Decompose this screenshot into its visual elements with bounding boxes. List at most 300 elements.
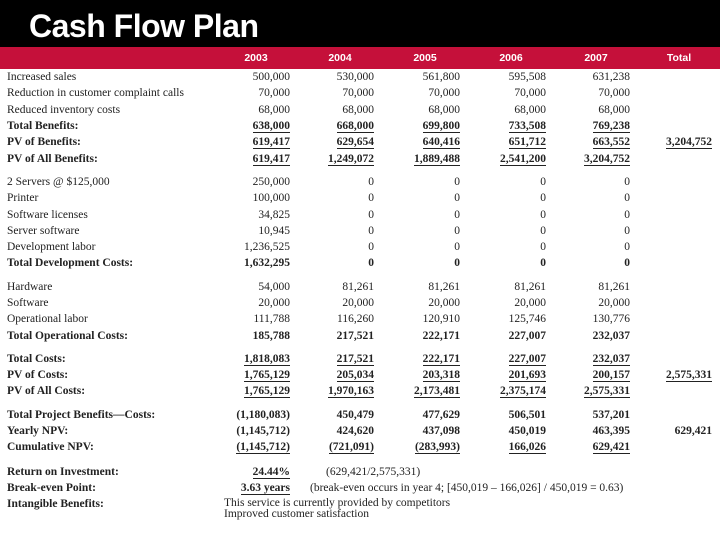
table-cell (298, 118, 382, 134)
table-cell (214, 134, 298, 150)
cell-value: 0 (624, 175, 630, 188)
table-cell (468, 206, 554, 222)
table-cell (382, 206, 468, 222)
table-cell (298, 367, 382, 383)
table-cell (298, 223, 382, 239)
table-row (0, 134, 720, 150)
cell-value: 70,000 (342, 87, 374, 100)
cell-value: 663,552 (592, 136, 630, 149)
cell-value: 0 (624, 224, 630, 237)
table-cell (554, 174, 638, 190)
cell-value: 68,000 (342, 103, 374, 116)
cell-value: 619,417 (252, 152, 290, 165)
cell-value: 0 (624, 257, 630, 270)
table-cell (382, 423, 468, 439)
table-cell (382, 311, 468, 327)
cell-value: 1,236,525 (244, 241, 290, 254)
row-label: Development labor (7, 241, 96, 254)
table-cell (638, 407, 720, 423)
title-bar (0, 0, 720, 47)
table-cell (468, 255, 554, 271)
roi-label: Return on Investment: (7, 465, 119, 478)
row-label: Increased sales (7, 71, 77, 84)
table-cell (214, 439, 298, 455)
cell-value: 2,173,481 (414, 385, 460, 398)
cell-value: 595,508 (508, 71, 546, 84)
row-label: Hardware (7, 280, 53, 293)
cell-value: 130,776 (592, 313, 630, 326)
table-cell (638, 295, 720, 311)
cell-value: 1,818,083 (244, 352, 290, 365)
table-cell (382, 174, 468, 190)
table-cell (638, 439, 720, 455)
cell-value: 0 (368, 192, 374, 205)
breakeven-label: Break-even Point: (7, 481, 96, 494)
table-cell (554, 239, 638, 255)
table-cell (214, 351, 298, 367)
table-row (0, 206, 720, 222)
table-cell (468, 239, 554, 255)
cell-value: 640,416 (422, 136, 460, 149)
row-label: Total Development Costs: (7, 257, 134, 270)
table-cell (468, 383, 554, 399)
table-cell (214, 327, 298, 343)
cell-value: 116,260 (337, 313, 374, 326)
cell-value: 651,712 (508, 136, 546, 149)
table-cell (468, 351, 554, 367)
table-row (0, 423, 720, 439)
cell-value: 0 (540, 241, 546, 254)
cell-value: 200,157 (592, 369, 630, 382)
roi-note: (629,421/2,575,331) (326, 465, 421, 478)
cell-value: 20,000 (598, 297, 630, 309)
table-cell (554, 327, 638, 343)
cell-value: 1,765,129 (244, 385, 290, 398)
cell-value: 0 (454, 192, 460, 205)
table-cell (214, 69, 298, 85)
table-row (0, 69, 720, 85)
table-cell (298, 255, 382, 271)
cell-value: 0 (624, 241, 630, 254)
table-row (0, 351, 720, 367)
column-header: 2003 (214, 47, 298, 69)
table-row (0, 367, 720, 383)
table-cell (298, 150, 382, 166)
cell-value: 205,034 (336, 369, 374, 382)
cell-value: 250,000 (252, 175, 290, 188)
cell-value: 0 (454, 175, 460, 188)
row-label: Reduced inventory costs (7, 103, 121, 116)
table-cell (468, 439, 554, 455)
cell-value: 537,201 (592, 408, 630, 421)
cell-value: 2,375,174 (500, 385, 546, 398)
cell-value: 2,575,331 (666, 369, 712, 382)
cell-value: 0 (624, 208, 630, 221)
table-cell (638, 423, 720, 439)
table-cell (214, 367, 298, 383)
table-cell (298, 85, 382, 101)
cell-value: 227,007 (508, 329, 546, 342)
table-cell (638, 134, 720, 150)
cell-value: 0 (540, 175, 546, 188)
row-label: Software (7, 297, 49, 309)
table-cell (214, 279, 298, 295)
intangible-row (0, 496, 720, 520)
table-row (0, 439, 720, 455)
table-cell (298, 190, 382, 206)
cell-value: 1,249,072 (328, 152, 374, 165)
cell-value: 70,000 (514, 87, 546, 100)
cell-value: 3,204,752 (666, 136, 712, 149)
cell-value: (1,180,083) (236, 408, 290, 421)
row-label: Yearly NPV: (7, 425, 69, 438)
table-cell (298, 279, 382, 295)
cell-value: 203,318 (422, 369, 460, 382)
cell-value: 629,654 (336, 136, 374, 149)
cell-value: 70,000 (258, 87, 290, 100)
cell-value: 0 (624, 192, 630, 205)
table-cell (638, 69, 720, 85)
table-cell (638, 255, 720, 271)
table-row (0, 383, 720, 399)
row-label: PV of Benefits: (7, 136, 81, 149)
table-cell (214, 311, 298, 327)
table-cell (214, 423, 298, 439)
cell-value: 638,000 (252, 120, 290, 133)
cell-value: 0 (368, 175, 374, 188)
cell-value: (1,145,712) (236, 441, 290, 454)
cell-value: 1,889,488 (414, 152, 460, 165)
table-cell (298, 239, 382, 255)
row-label: PV of All Benefits: (7, 152, 98, 165)
table-cell (298, 69, 382, 85)
table-cell (214, 206, 298, 222)
cell-value: 0 (368, 241, 374, 254)
table-cell (468, 102, 554, 118)
table-cell (298, 407, 382, 423)
cell-value: 530,000 (336, 71, 374, 84)
table-cell (554, 407, 638, 423)
cell-value: 125,746 (508, 313, 546, 326)
table-cell (638, 150, 720, 166)
table-cell (468, 311, 554, 327)
cell-value: 0 (454, 257, 460, 270)
table-cell (554, 118, 638, 134)
table-cell (468, 134, 554, 150)
table-cell (298, 383, 382, 399)
table-cell (468, 295, 554, 311)
table-cell (382, 383, 468, 399)
cell-value: 699,800 (422, 120, 460, 133)
spacer-row (0, 272, 720, 279)
cell-value: 20,000 (514, 297, 546, 309)
table-cell (554, 279, 638, 295)
cell-value: 68,000 (598, 103, 630, 116)
table-cell (382, 85, 468, 101)
cell-value: 166,026 (508, 441, 546, 454)
cash-flow-table-container (0, 47, 720, 520)
cell-value: 20,000 (258, 297, 290, 309)
cell-value: 463,395 (592, 425, 630, 438)
table-cell (214, 295, 298, 311)
row-label: Total Benefits: (7, 120, 79, 133)
column-header: 2007 (554, 47, 638, 69)
cell-value: 1,632,295 (244, 257, 290, 270)
cell-value: 629,421 (674, 425, 712, 438)
cell-value: 217,521 (336, 352, 374, 365)
table-cell (468, 223, 554, 239)
spacer-row (0, 167, 720, 174)
row-label: Total Operational Costs: (7, 329, 128, 342)
cell-value: 232,037 (592, 352, 630, 365)
table-cell (382, 279, 468, 295)
table-cell (554, 255, 638, 271)
table-cell (638, 174, 720, 190)
table-cell (382, 295, 468, 311)
table-cell (298, 134, 382, 150)
spacer-row (0, 456, 720, 464)
table-cell (554, 150, 638, 166)
cell-value: 0 (540, 192, 546, 205)
cell-value: (1,145,712) (236, 425, 290, 438)
table-cell (298, 311, 382, 327)
table-cell (382, 190, 468, 206)
table-cell (554, 311, 638, 327)
row-label: PV of All Costs: (7, 385, 86, 398)
cell-value: 0 (454, 241, 460, 254)
spacer-row (0, 400, 720, 407)
cell-value: 450,019 (508, 425, 546, 438)
table-cell (382, 118, 468, 134)
table-cell (298, 351, 382, 367)
table-cell (638, 223, 720, 239)
spacer-row (0, 344, 720, 351)
table-cell (554, 295, 638, 311)
table-cell (468, 174, 554, 190)
table-row (0, 407, 720, 423)
cell-value: 0 (540, 224, 546, 237)
cell-value: 561,800 (422, 71, 460, 84)
table-row (0, 150, 720, 166)
table-cell (638, 311, 720, 327)
cash-flow-table (0, 47, 720, 520)
breakeven-row (0, 480, 720, 496)
cell-value: 0 (454, 224, 460, 237)
cell-value: 81,261 (598, 280, 630, 293)
table-cell (468, 118, 554, 134)
table-cell (214, 239, 298, 255)
cell-value: 477,629 (422, 408, 460, 421)
table-cell (214, 102, 298, 118)
table-row (0, 85, 720, 101)
table-row (0, 118, 720, 134)
table-cell (554, 223, 638, 239)
cell-value: 629,421 (592, 441, 630, 454)
table-cell (382, 367, 468, 383)
table-cell (298, 327, 382, 343)
table-cell (214, 118, 298, 134)
table-cell (468, 367, 554, 383)
cell-value: 1,970,163 (328, 385, 374, 398)
cell-value: 100,000 (252, 192, 290, 205)
cell-value: 1,765,129 (244, 369, 290, 382)
table-cell (638, 383, 720, 399)
cell-value: 81,261 (342, 280, 374, 293)
table-cell (214, 190, 298, 206)
cell-value: 232,037 (592, 329, 630, 342)
table-row (0, 239, 720, 255)
cell-value: 0 (454, 208, 460, 221)
row-label: Reduction in customer complaint calls (7, 87, 184, 100)
table-cell (382, 150, 468, 166)
summary-section (0, 456, 720, 521)
cell-value: 111,788 (253, 313, 290, 326)
row-label: Software licenses (7, 208, 88, 221)
table-cell (468, 69, 554, 85)
table-cell (468, 190, 554, 206)
cell-value: 217,521 (336, 329, 374, 342)
table-row (0, 311, 720, 327)
table-cell (214, 85, 298, 101)
table-row (0, 295, 720, 311)
column-header: Total (638, 47, 720, 69)
table-row (0, 279, 720, 295)
cell-value: 81,261 (514, 280, 546, 293)
column-header: 2006 (468, 47, 554, 69)
table-cell (468, 423, 554, 439)
table-body (0, 69, 720, 456)
cell-value: 20,000 (428, 297, 460, 309)
cell-value: 227,007 (508, 352, 546, 365)
cell-value: 68,000 (514, 103, 546, 116)
cell-value: 10,945 (258, 224, 290, 237)
table-cell (298, 295, 382, 311)
cell-value: 631,238 (592, 71, 630, 84)
cell-value: 2,541,200 (500, 152, 546, 165)
cell-value: 733,508 (508, 120, 546, 133)
cell-value: 769,238 (592, 120, 630, 133)
table-cell (638, 118, 720, 134)
table-cell (468, 407, 554, 423)
table-cell (468, 150, 554, 166)
table-cell (214, 150, 298, 166)
row-label: Cumulative NPV: (7, 441, 94, 454)
column-header (0, 47, 214, 69)
table-cell (382, 327, 468, 343)
cell-value: 0 (368, 208, 374, 221)
table-row (0, 255, 720, 271)
row-label: Server software (7, 224, 80, 237)
page-title: Cash Flow Plan (29, 8, 259, 44)
table-cell (554, 190, 638, 206)
breakeven-value: 3.63 years (240, 481, 290, 494)
table-cell (298, 423, 382, 439)
table-cell (638, 102, 720, 118)
table-cell (214, 174, 298, 190)
table-row (0, 190, 720, 206)
cell-value: (283,993) (414, 441, 460, 454)
table-cell (554, 439, 638, 455)
table-cell (554, 69, 638, 85)
cell-value: 201,693 (508, 369, 546, 382)
row-label: Operational labor (7, 313, 88, 326)
cell-value: 54,000 (258, 280, 290, 293)
cell-value: 3,204,752 (584, 152, 630, 165)
cell-value: 120,910 (422, 313, 460, 326)
intangible-line: Improved customer satisfaction (224, 508, 369, 521)
table-cell (214, 383, 298, 399)
row-label: Total Project Benefits—Costs: (7, 408, 156, 421)
row-label: Total Costs: (7, 352, 66, 365)
table-cell (382, 223, 468, 239)
cell-value: 0 (368, 257, 374, 270)
table-cell (554, 383, 638, 399)
cell-value: 0 (368, 224, 374, 237)
table-row (0, 327, 720, 343)
cell-value: (721,091) (328, 441, 374, 454)
table-cell (468, 279, 554, 295)
cell-value: 0 (540, 208, 546, 221)
table-cell (382, 351, 468, 367)
cell-value: 68,000 (258, 103, 290, 116)
table-cell (382, 239, 468, 255)
cell-value: 81,261 (428, 280, 460, 293)
table-cell (468, 327, 554, 343)
table-cell (214, 407, 298, 423)
cell-value: 2,575,331 (584, 385, 630, 398)
table-cell (298, 102, 382, 118)
table-cell (638, 206, 720, 222)
table-cell (554, 351, 638, 367)
table-cell (382, 255, 468, 271)
cell-value: 68,000 (428, 103, 460, 116)
cell-value: 20,000 (342, 297, 374, 309)
table-cell (638, 239, 720, 255)
cell-value: 222,171 (422, 329, 460, 342)
cell-value: 34,825 (258, 208, 290, 221)
table-cell (214, 223, 298, 239)
table-row (0, 174, 720, 190)
table-cell (638, 367, 720, 383)
intangible-label: Intangible Benefits: (7, 498, 104, 511)
table-row (0, 102, 720, 118)
table-row (0, 223, 720, 239)
intangible-benefits (214, 496, 720, 520)
header-row (0, 47, 720, 69)
breakeven-note: (break-even occurs in year 4; [450,019 – 166,026] / 450,019 = 0.63) (310, 481, 624, 494)
cell-value: 500,000 (252, 71, 290, 84)
column-header: 2005 (382, 47, 468, 69)
table-cell (638, 85, 720, 101)
roi-value: 24.44% (252, 465, 290, 478)
row-label: PV of Costs: (7, 369, 69, 382)
table-cell (382, 407, 468, 423)
row-label: 2 Servers @ $125,000 (7, 175, 110, 188)
table-cell (382, 439, 468, 455)
table-cell (382, 69, 468, 85)
table-cell (554, 102, 638, 118)
column-header: 2004 (298, 47, 382, 69)
table-cell (298, 439, 382, 455)
cell-value: 185,788 (252, 329, 290, 342)
table-cell (638, 279, 720, 295)
cell-value: 70,000 (428, 87, 460, 100)
table-cell (382, 102, 468, 118)
table-cell (554, 134, 638, 150)
table-cell (382, 134, 468, 150)
cell-value: 619,417 (252, 136, 290, 149)
cell-value: 424,620 (336, 425, 374, 438)
